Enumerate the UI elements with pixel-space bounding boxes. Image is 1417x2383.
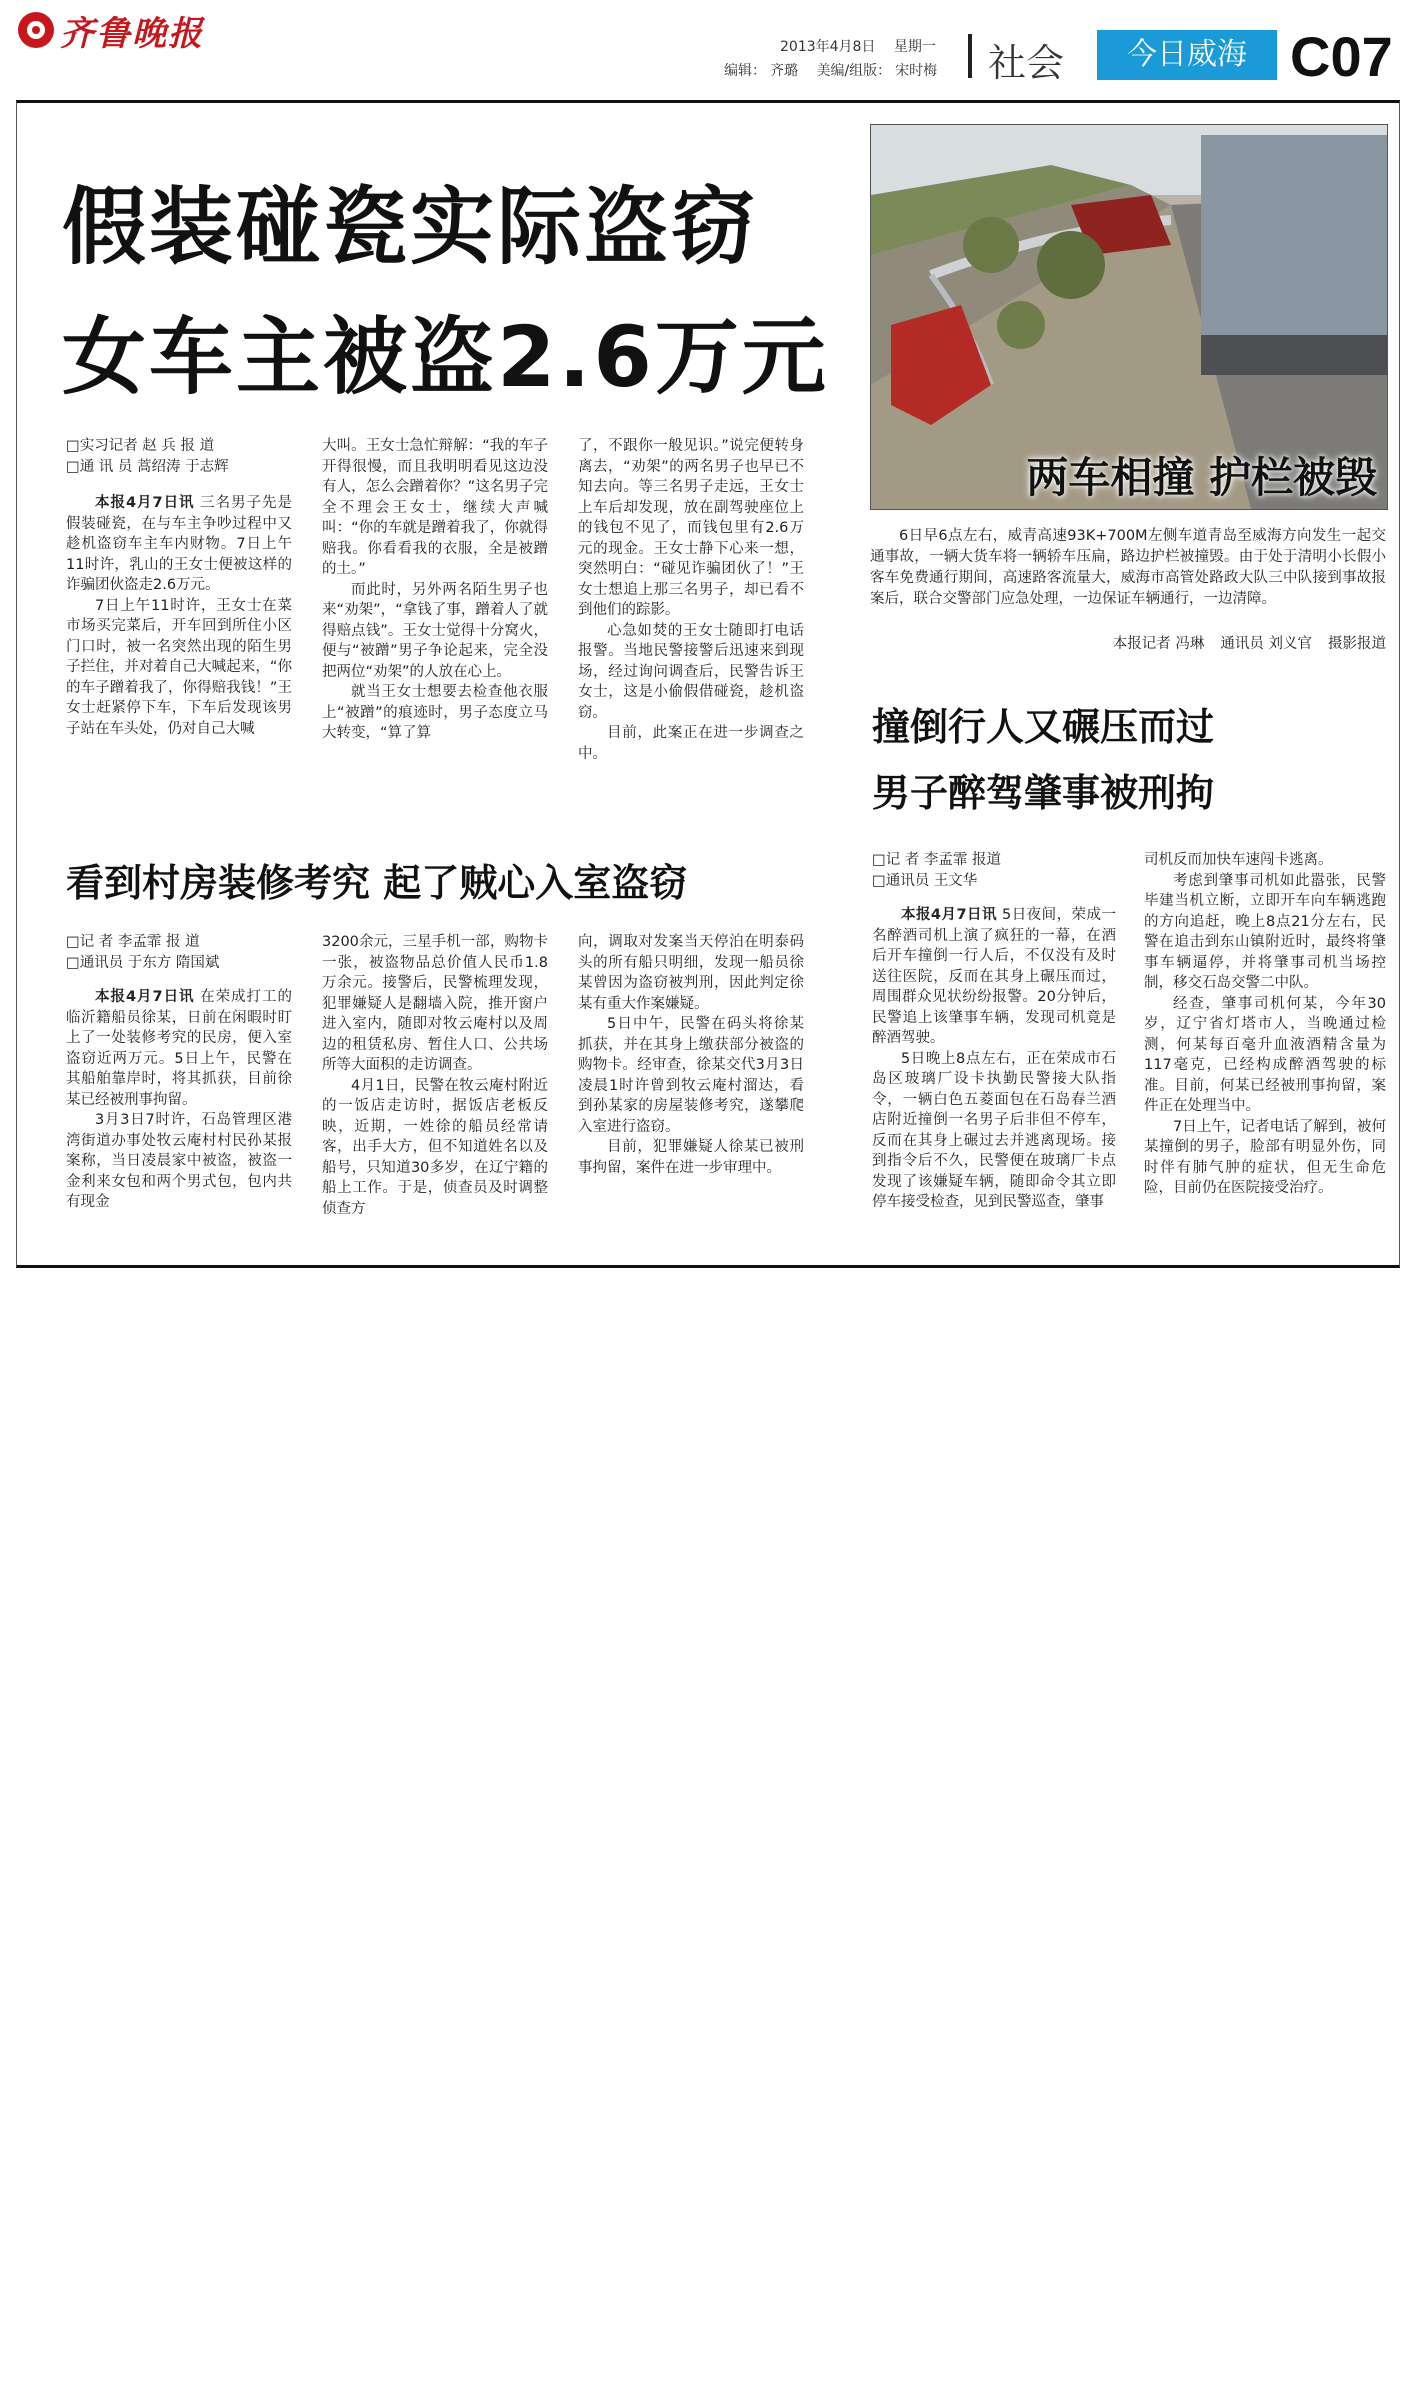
- page-number: C07: [1290, 25, 1393, 88]
- article3-paragraph: 考虑到肇事司机如此嚣张，民警毕建当机立断，立即开车向车辆逃跑的方向追赶，晚上8点21分左右，民警在追击到东山镇附近时，最终将肇事车辆逼停，并将肇事司机当场控制，移交石岛交警二中队。: [1144, 872, 1386, 991]
- article1-byline-correspondent: □通 讯 员 蒿绍涛 于志辉: [66, 458, 229, 475]
- article2-paragraph: 3月3日7时许，石岛管理区港湾街道办事处牧云庵村村民孙某报案称，当日凌晨家中被盗，被盗一金利来女包和两个男式包，包内共有现金: [66, 1112, 292, 1210]
- section-name: 社会: [988, 41, 1065, 85]
- masthead-divider: [968, 34, 972, 78]
- article3-paragraph: 7日上午，记者电话了解到，被何某撞倒的男子，脸部有明显外伤，同时伴有肺气肿的症状，但无生命危险，目前仍在医院接受治疗。: [1144, 1118, 1386, 1196]
- article1-paragraph: 而此时，另外两名陌生男子也来“劝架”，“拿钱了事，蹭着人了就得赔点钱”。王女士觉得十分窝火，便与“被蹭”男子争论起来，完全没把两位“劝架”的人放在心上。: [322, 581, 548, 680]
- article1-column-3: [578, 436, 804, 764]
- article2-column-3: [578, 932, 804, 1178]
- article3-title-line1: 撞倒行人又碾压而过: [872, 705, 1215, 749]
- issue-weekday: 星期一: [893, 39, 936, 55]
- issue-date: 2013年4月8日: [780, 39, 876, 55]
- designer-label: 美编/组版：: [816, 63, 892, 79]
- truck-tarp: [1201, 135, 1387, 335]
- article2-column-1: [66, 932, 292, 1213]
- article2-title: 看到村房装修考究 起了贼心入室盗窃: [66, 861, 688, 905]
- article3-byline: □记 者 李孟霏 报道 □通讯员 王文华: [872, 852, 1002, 889]
- editor-label: 编辑：: [724, 63, 766, 79]
- article1-paragraph: 了，不跟你一般见识。”说完便转身离去，“劝架”的两名男子也早已不知去向。等三名男子走远，王女士上车后却发现，放在副驾驶座位上的钱包不见了，而钱包里有2.6万元的现金。王女士静下心来一想，突然明白：“碰见诈骗团伙了！”王女士想追上那三名男子，却已看不到他们的踪影。: [578, 438, 804, 618]
- masthead: [0, 0, 1417, 100]
- article1-column-2: [322, 436, 548, 744]
- bush: [1037, 231, 1105, 299]
- article1-byline: [66, 436, 292, 477]
- article3-column-1: [872, 850, 1116, 1213]
- article3-paragraph: 5日晚上8点左右，正在荣成市石岛区玻璃厂设卡执勤民警接大队指令，一辆白色五菱面包在石岛春兰酒店附近撞倒一名男子后非但不停车，反而在其身上碾过去并逃离现场。接到指令后不久，民警便在玻璃厂卡点发现了该嫌疑车辆，随即命令其立即停车接受检查，见到民警巡查，肇事: [872, 1050, 1116, 1210]
- photo-description: 6日早6点左右，威青高速93K+700M左侧车道青岛至威海方向发生一起交通事故，一辆大货车将一辆轿车压扁，路边护栏被撞毁。由于处于清明小长假小客车免费通行期间，高速路客流量大，威海市高管处路政大队三中队接到事故报案后，联合交警部门应急处理，一边保证车辆通行，一边清障。: [870, 528, 1386, 607]
- article1-lead: 本报4月7日讯 三名男子先是假装碰瓷，在与车主争吵过程中又趁机盗窃车主车内财物。7日上午11时许，乳山的王女士便被这样的诈骗团伙盗走2.6万元。: [66, 495, 293, 593]
- bush: [963, 217, 1019, 273]
- editor-name: 齐璐: [770, 63, 798, 79]
- photo-caption: 两车相撞 护栏被毁: [1026, 453, 1377, 502]
- article3-title-line2: 男子醉驾肇事被刑拘: [872, 771, 1215, 815]
- truck-bed: [1201, 335, 1387, 375]
- article2-paragraph: 5日中午，民警在码头将徐某抓获，并在其身上缴获部分被盗的购物卡。经审查，徐某交代3月3日凌晨1时许曾到牧云庵村溜达，看到孙某家的房屋装修考究，遂攀爬入室进行盗窃。: [578, 1016, 804, 1135]
- article1-title-line1: 假装碰瓷实际盗窃: [62, 178, 759, 276]
- article2-paragraph: 4月1日，民警在牧云庵村附近的一饭店走访时，据饭店老板反映，近期，一姓徐的船员经常请客，出手大方，但不知道姓名以及船号，只知道30多岁，在辽宁籍的船上工作。于是，侦查员及时调整侦查方: [322, 1077, 548, 1217]
- edition-tag: 今日威海: [1097, 30, 1277, 80]
- article1-paragraph: 就当王女士想要去检查他衣服上“被蹭”的痕迹时，男子态度立马大转变，“算了算: [322, 684, 548, 741]
- article3-column-2: [1144, 850, 1386, 1199]
- article3-lead: 本报4月7日讯 5日夜间，荣成一名醉酒司机上演了疯狂的一幕，在酒后开车撞倒一行人后，不仅没有及时送往医院，反而在其身上碾压而过，周围群众见状纷纷报警。20分钟后，民警追上该肇事车辆，发现司机竟是醉酒驾驶。: [872, 907, 1116, 1046]
- article1-lead-label: 本报4月7日讯: [95, 495, 195, 511]
- photo-credit: 本报记者 冯琳 通讯员 刘义官 摄影报道: [1112, 636, 1386, 652]
- article1-byline-reporter: □实习记者 赵 兵 报 道: [66, 438, 215, 454]
- accident-photo: [870, 124, 1388, 510]
- article2-paragraph: 目前，犯罪嫌疑人徐某已被刑事拘留，案件在进一步审理中。: [578, 1139, 804, 1176]
- article2-column-2: [322, 932, 548, 1219]
- logo-emblem-icon: [18, 12, 54, 48]
- designer-name: 宋时梅: [895, 63, 938, 79]
- newspaper-logo: [18, 8, 204, 52]
- article2-paragraph: 向，调取对发案当天停泊在明泰码头的所有船只明细，发现一船员徐某曾因为盗窃被判刑，因此判定徐某有重大作案嫌疑。: [578, 934, 804, 1012]
- editor-credits: [724, 60, 941, 80]
- article1-paragraph: 大叫。王女士急忙辩解：“我的车子开得很慢，而且我明明看见这边没有人，怎么会蹭着你？”这名男子完全不理会王女士，继续大声喊叫：“你的车就是蹭着我了，你就得赔我。你看看我的衣服，全是被蹭的土。”: [322, 438, 548, 577]
- bush: [997, 301, 1045, 349]
- article2-paragraph: 3200余元，三星手机一部，购物卡一张，被盗物品总价值人民币1.8万余元。接警后，民警梳理发现，犯罪嫌疑人是翻墙入院，推开窗户进入室内，随即对牧云庵村以及周边的租赁私房、暂住人口、公共场所等大面积的走访调查。: [322, 934, 548, 1073]
- dateline: [780, 36, 950, 56]
- article1-title-line2: 女车主被盗2.6万元: [62, 308, 829, 406]
- article3-paragraph: 经查，肇事司机何某，今年30岁，辽宁省灯塔市人，当晚通过检测，何某每百毫升血液酒精含量为117毫克，已经构成醉酒驾驶的标准。目前，何某已经被刑事拘留，案件正在处理当中。: [1144, 995, 1386, 1114]
- article1-paragraph: 目前，此案正在进一步调查之中。: [578, 725, 804, 762]
- article1-paragraph: 心急如焚的王女士随即打电话报警。当地民警接警后迅速来到现场，经过询问调查后，民警告诉王女士，这是小偷假借碰瓷，趁机盗窃。: [578, 622, 804, 721]
- article2-byline: □记 者 李孟霏 报 道 □通讯员 于东方 隋国斌: [66, 934, 220, 971]
- article1-paragraph: 7日上午11时许，王女士在菜市场买完菜后，开车回到所住小区门口时，被一名突然出现的陌生男子拦住，并对着自己大喊起来，“你的车子蹭着我了，你得赔我钱！”王女士赶紧停下车，下车后发现该男子站在车头处，仍对自己大喊: [66, 597, 292, 737]
- logo-text: 齐鲁晚报: [60, 13, 204, 54]
- article3-paragraph: 司机反而加快车速闯卡逃离。: [1144, 852, 1333, 868]
- article1-column-1: [66, 436, 292, 739]
- article2-lead: 本报4月7日讯 在荣成打工的临沂籍船员徐某，日前在闲暇时盯上了一处装修考究的民房，便入室盗窃近两万元。5日上午，民警在其船舶靠岸时，将其抓获，目前徐某已经被刑事拘留。: [66, 989, 293, 1108]
